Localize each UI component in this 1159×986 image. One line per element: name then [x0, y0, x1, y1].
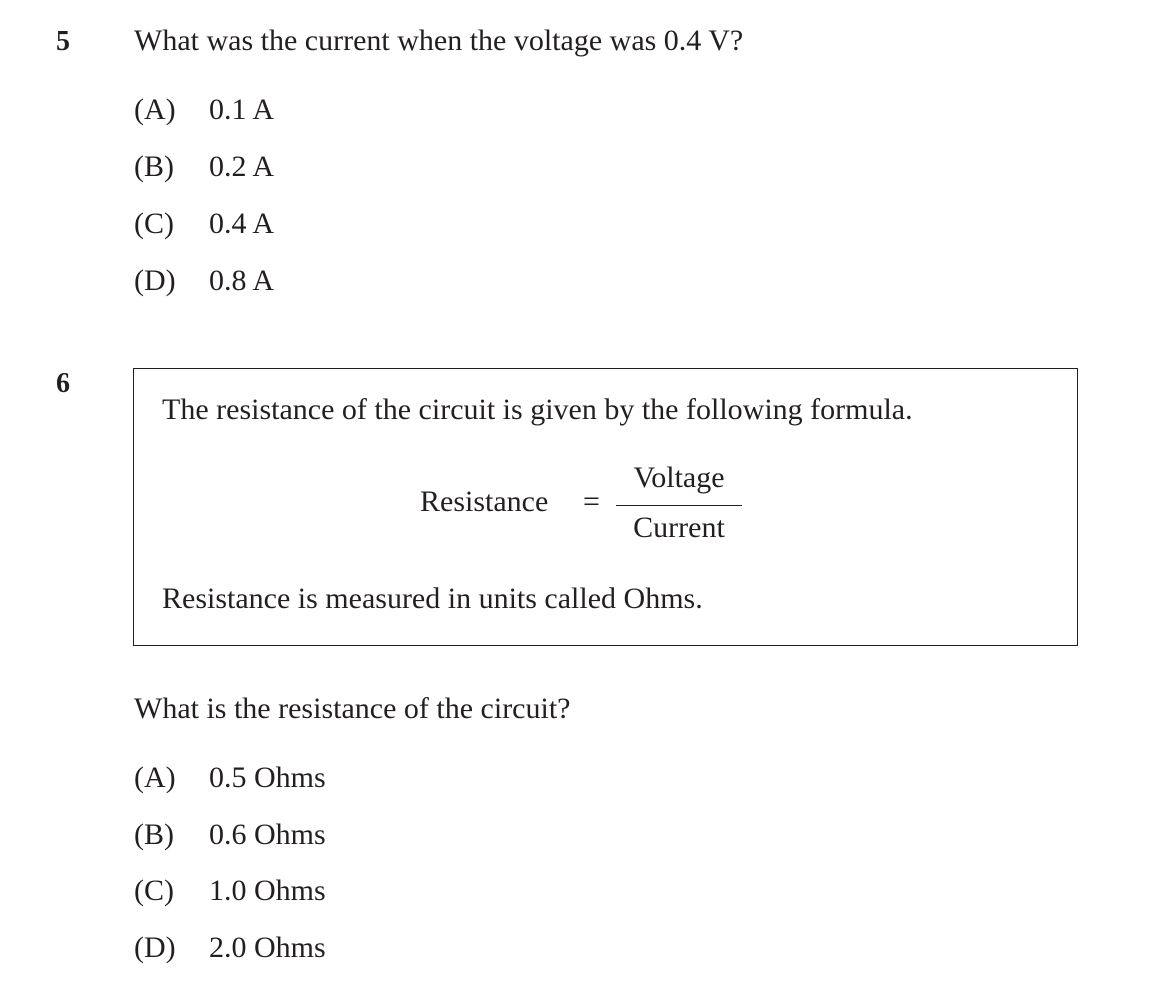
- question-5-option-c[interactable]: [134, 209, 274, 239]
- option-text: 0.4 A: [209, 207, 275, 240]
- option-text: 0.5 Ohms: [209, 761, 326, 794]
- option-text: 0.6 Ohms: [209, 818, 326, 851]
- option-letter: (B): [134, 818, 174, 851]
- option-letter: (C): [134, 874, 174, 907]
- question-6-option-c[interactable]: [134, 876, 326, 906]
- option-letter: (A): [134, 761, 176, 794]
- option-letter: (B): [134, 150, 174, 183]
- info-box-intro: The resistance of the circuit is given by the following formula.: [162, 393, 913, 426]
- question-5-stem: What was the current when the voltage was 0.4 V?: [134, 24, 744, 57]
- question-5-option-a[interactable]: [134, 95, 274, 125]
- question-6-stem: What is the resistance of the circuit?: [134, 692, 571, 725]
- question-5-option-d[interactable]: [134, 266, 274, 296]
- formula-lhs: Resistance: [420, 485, 549, 518]
- option-letter: (D): [134, 264, 176, 297]
- option-text: 1.0 Ohms: [209, 874, 326, 907]
- question-6-option-b[interactable]: [134, 820, 326, 850]
- option-letter: (C): [134, 207, 174, 240]
- option-text: 0.8 A: [209, 264, 275, 297]
- question-6-option-d[interactable]: [134, 933, 326, 963]
- formula-numerator: Voltage: [633, 461, 725, 494]
- resistance-formula: [134, 459, 1077, 549]
- option-text: 2.0 Ohms: [209, 931, 326, 964]
- question-5-number: 5: [56, 26, 70, 57]
- formula-equals: =: [583, 485, 600, 518]
- question-5-option-b[interactable]: [134, 152, 274, 182]
- option-letter: (A): [134, 93, 176, 126]
- option-text: 0.2 A: [209, 150, 275, 183]
- formula-denominator: Current: [633, 511, 725, 544]
- question-6-option-a[interactable]: [134, 763, 326, 793]
- fraction-bar: [616, 505, 742, 506]
- option-letter: (D): [134, 931, 176, 964]
- formula-info-box: [133, 368, 1078, 646]
- option-text: 0.1 A: [209, 93, 275, 126]
- question-6-number: 6: [56, 368, 70, 399]
- info-box-note: Resistance is measured in units called Ohms.: [162, 582, 703, 615]
